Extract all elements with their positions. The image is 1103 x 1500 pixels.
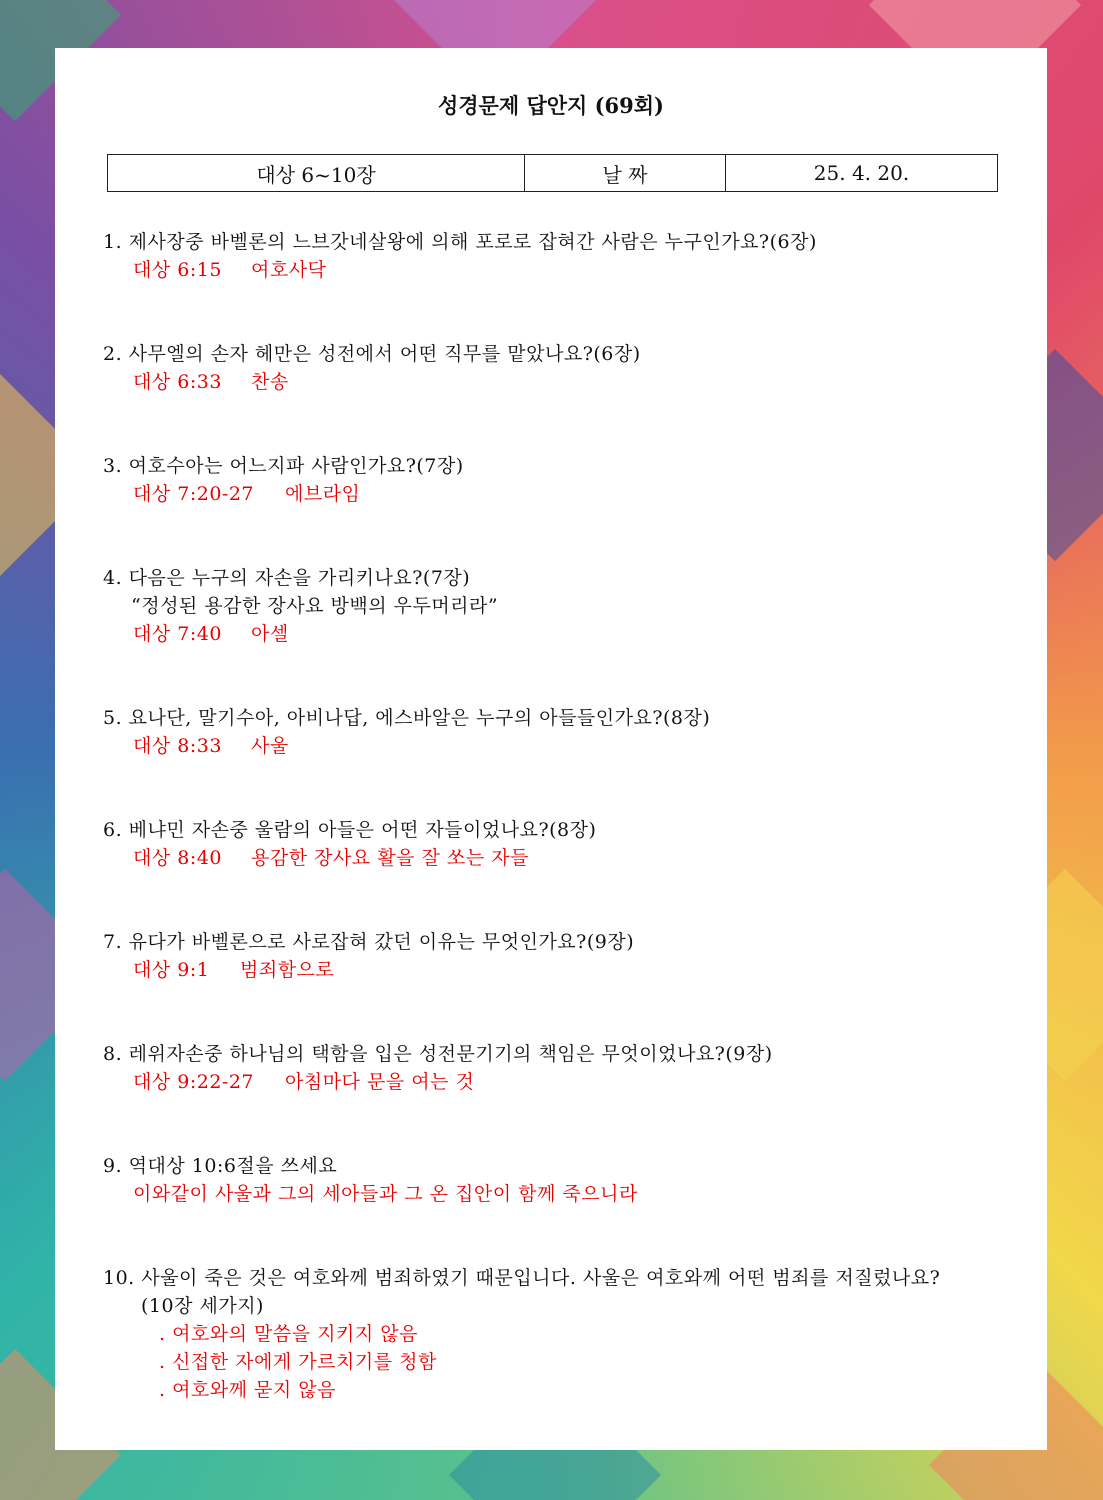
answer (103, 256, 1023, 284)
answer-text: 아셀 (251, 623, 289, 645)
answer (103, 620, 1023, 648)
question-3 (103, 452, 1023, 508)
answer-sheet (55, 48, 1047, 1450)
question-text: 4. 다음은 누구의 자손을 가리키나요?(7장) (103, 567, 471, 589)
answer-text: 용감한 장사요 활을 잘 쏘는 자들 (251, 847, 529, 869)
answer-text: 여호사닥 (251, 259, 327, 281)
question-8 (103, 1040, 1023, 1096)
answer-ref: 대상 6:15 (133, 259, 222, 281)
page-title: 성경문제 답안지 (69회) (437, 93, 664, 118)
scope-cell: 대상 6~10장 (108, 155, 525, 192)
answer-bullet: . 여호와께 묻지 않음 (159, 1379, 336, 1401)
question-text: 3. 여호수아는 어느지파 사람인가요?(7장) (103, 455, 464, 477)
answer-text: 범죄함으로 (240, 959, 335, 981)
answer (103, 480, 1023, 508)
question-quote: “정성된 용감한 장사요 방백의 우두머리라” (131, 595, 499, 617)
date-value-cell: 25. 4. 20. (726, 155, 998, 192)
answer-ref: 대상 7:40 (133, 623, 222, 645)
answer (103, 732, 1023, 760)
answer (103, 844, 1023, 872)
question-text: 7. 유다가 바벨론으로 사로잡혀 갔던 이유는 무엇인가요?(9장) (103, 931, 635, 953)
question-9 (103, 1152, 1023, 1208)
answer (103, 956, 1023, 984)
question-text: 2. 사무엘의 손자 헤만은 성전에서 어떤 직무를 맡았나요?(6장) (103, 343, 641, 365)
question-1 (103, 228, 1023, 284)
question-2 (103, 340, 1023, 396)
question-text: 1. 제사장중 바벨론의 느브갓네살왕에 의해 포로로 잡혀간 사람은 누구인가요?(6장) (103, 231, 817, 253)
answer-text: 사울 (251, 735, 289, 757)
answer-ref: 대상 8:33 (133, 735, 222, 757)
question-6 (103, 816, 1023, 872)
answer-ref: 대상 8:40 (133, 847, 222, 869)
answer-text: 에브라임 (285, 483, 361, 505)
question-10 (103, 1264, 1023, 1404)
info-table (107, 154, 998, 192)
answer-text: 찬송 (251, 371, 289, 393)
answer-ref: 대상 7:20-27 (133, 483, 255, 505)
answer (103, 1068, 1023, 1096)
answer-ref: 대상 9:22-27 (133, 1071, 255, 1093)
question-text: 9. 역대상 10:6절을 쓰세요 (103, 1155, 338, 1177)
answer-bullet: . 신접한 자에게 가르치기를 청함 (159, 1351, 437, 1373)
question-text: 8. 레위자손중 하나님의 택함을 입은 성전문기기의 책임은 무엇이었나요?(9장) (103, 1043, 773, 1065)
question-continuation: (10장 세가지) (141, 1295, 264, 1317)
date-label-cell: 날 짜 (525, 155, 726, 192)
question-text: 6. 베냐민 자손중 울람의 아들은 어떤 자들이었나요?(8장) (103, 819, 597, 841)
question-7 (103, 928, 1023, 984)
answer-ref: 대상 6:33 (133, 371, 222, 393)
answer-bullet: . 여호와의 말씀을 지키지 않음 (159, 1323, 418, 1345)
answer-ref: 대상 9:1 (133, 959, 210, 981)
answer-text: 아침마다 문을 여는 것 (285, 1071, 475, 1093)
question-text: 10. 사울이 죽은 것은 여호와께 범죄하였기 때문입니다. 사울은 여호와께 어떤 범죄를 저질렀나요? (103, 1267, 941, 1289)
question-4 (103, 564, 1023, 648)
question-5 (103, 704, 1023, 760)
question-text: 5. 요나단, 말기수아, 아비나답, 에스바알은 누구의 아들들인가요?(8장) (103, 707, 711, 729)
answer (103, 368, 1023, 396)
answer-text: 이와같이 사울과 그의 세아들과 그 온 집안이 함께 죽으니라 (133, 1183, 638, 1205)
